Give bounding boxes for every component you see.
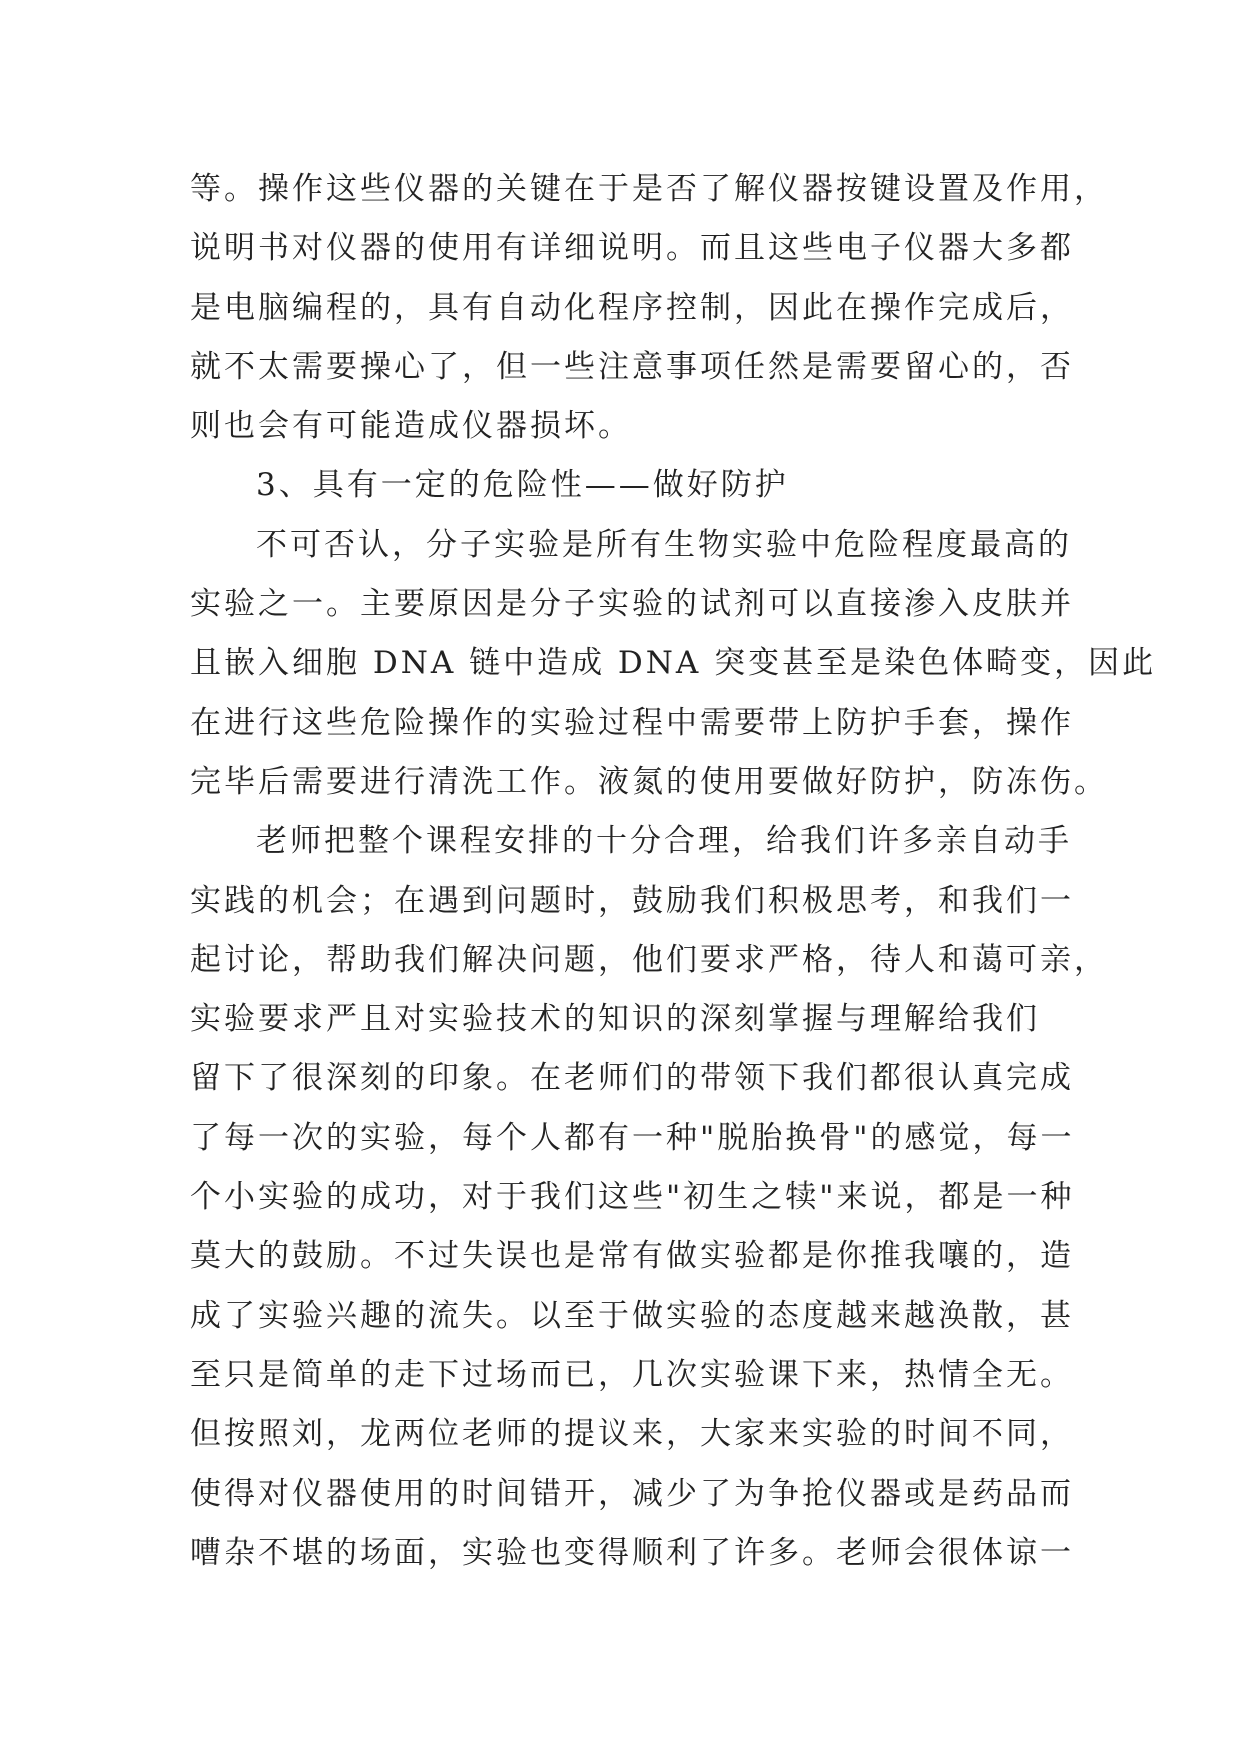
text-line: 是电脑编程的，具有自动化程序控制，因此在操作完成后， [190,289,1074,326]
text-line: 不可否认，分子实验是所有生物实验中危险程度最高的 [256,526,1072,563]
text-line: 等。操作这些仪器的关键在于是否了解仪器按键设置及作用， [190,171,1108,207]
text-line: 嘈杂不堪的场面，实验也变得顺利了许多。老师会很体谅一 [190,1534,1074,1571]
text-line: 至只是简单的走下过场而已，几次实验课下来，热情全无。 [190,1356,1074,1393]
text-line: 起讨论，帮助我们解决问题，他们要求严格，待人和蔼可亲， [190,941,1108,978]
text-line: 个小实验的成功，对于我们这些"初生之犊"来说，都是一种 [190,1179,1075,1216]
text-line: 实验之一。主要原因是分子实验的试剂可以直接渗入皮肤并 [190,586,1074,623]
text-line: 了每一次的实验，每个人都有一种"脱胎换骨"的感觉，每一 [190,1119,1075,1156]
text-line: 完毕后需要进行清洗工作。液氮的使用要做好防护，防冻伤。 [190,763,1108,800]
section-heading: 3、具有一定的危险性——做好防护 [256,467,789,504]
text-line: 使得对仪器使用的时间错开，减少了为争抢仪器或是药品而 [190,1475,1074,1512]
text-line: 莫大的鼓励。不过失误也是常有做实验都是你推我嚷的，造 [190,1238,1074,1275]
text-line: 老师把整个课程安排的十分合理，给我们许多亲自动手 [256,823,1072,860]
text-line: 留下了很深刻的印象。在老师们的带领下我们都很认真完成 [190,1060,1074,1097]
text-line: 说明书对仪器的使用有详细说明。而且这些电子仪器大多都 [190,230,1074,267]
text-line: 实验要求严且对实验技术的知识的深刻掌握与理解给我们 [190,1001,1040,1038]
text-line: 成了实验兴趣的流失。以至于做实验的态度越来越涣散，甚 [190,1297,1074,1334]
text-line: 但按照刘，龙两位老师的提议来，大家来实验的时间不同， [190,1416,1074,1453]
body-text [190,160,1157,1583]
text-line: 则也会有可能造成仪器损坏。 [190,408,632,445]
text-line: 实践的机会；在遇到问题时，鼓励我们积极思考，和我们一 [190,882,1074,919]
text-line: 且嵌入细胞 DNA 链中造成 DNA 突变甚至是染色体畸变，因此 [190,645,1157,682]
text-line: 在进行这些危险操作的实验过程中需要带上防护手套，操作 [190,704,1074,741]
text-line: 就不太需要操心了，但一些注意事项任然是需要留心的，否 [190,348,1074,385]
